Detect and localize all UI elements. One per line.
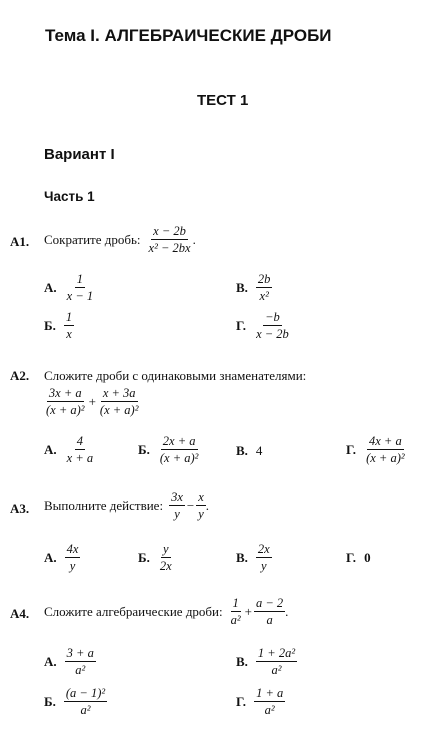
- numerator: a − 2: [254, 596, 285, 612]
- question-number: А4.: [10, 606, 30, 621]
- question-text: Сложите алгебраические дроби:: [44, 603, 223, 619]
- fraction: [196, 490, 206, 522]
- numerator: 3x: [169, 490, 185, 506]
- option-a2-a[interactable]: [44, 434, 95, 466]
- operator: +: [244, 603, 252, 619]
- fraction: [169, 490, 185, 522]
- option-a2-g[interactable]: [346, 434, 407, 466]
- fraction: [229, 596, 243, 628]
- option-value: 4: [255, 443, 263, 458]
- option-label: Г.: [346, 550, 357, 565]
- period: .: [285, 603, 289, 619]
- question-expression: [169, 490, 206, 522]
- question-number: А2.: [10, 368, 30, 383]
- fraction: [256, 272, 273, 304]
- denominator: (x + a)²: [99, 403, 139, 418]
- denominator: a: [266, 613, 273, 628]
- question-text: Сложите дроби с одинаковыми знаменателями:: [44, 368, 307, 383]
- question-a4: [44, 596, 288, 628]
- option-a3-v[interactable]: [236, 542, 272, 574]
- numerator: 4: [75, 434, 85, 450]
- option-label: А.: [44, 653, 57, 669]
- option-a3-b[interactable]: [138, 542, 174, 574]
- numerator: 4x: [65, 542, 81, 558]
- fraction: [158, 542, 174, 574]
- fraction: [65, 272, 95, 304]
- option-label: Б.: [44, 317, 56, 333]
- option-a1-g[interactable]: [236, 310, 291, 342]
- option-a1-v[interactable]: [236, 272, 272, 304]
- test-title: ТЕСТ 1: [197, 92, 249, 109]
- option-a2-v[interactable]: [236, 443, 262, 459]
- numerator: 3x + a: [47, 386, 84, 402]
- question-a3: [44, 490, 209, 522]
- fraction: [256, 646, 297, 678]
- option-a2-b[interactable]: [138, 434, 200, 466]
- denominator: a²: [271, 663, 282, 678]
- fraction: [44, 386, 87, 418]
- option-label: Г.: [236, 317, 247, 333]
- denominator: a²: [75, 663, 86, 678]
- operator: +: [88, 393, 96, 409]
- denominator: 2x: [159, 559, 172, 574]
- denominator: y: [69, 559, 76, 574]
- question-expression: [229, 596, 289, 628]
- numerator: 1: [75, 272, 85, 288]
- numerator: 3 + a: [65, 646, 96, 662]
- denominator: x − 1: [66, 289, 94, 304]
- denominator: a²: [230, 613, 241, 628]
- question-number: А1.: [10, 234, 30, 249]
- denominator: x − 2b: [256, 327, 289, 342]
- fraction: [98, 386, 141, 418]
- option-label: В.: [236, 549, 248, 565]
- option-label: А.: [44, 549, 57, 565]
- numerator: y: [161, 542, 171, 558]
- option-label: В.: [236, 279, 248, 295]
- denominator: (x + a)²: [366, 451, 405, 466]
- option-a1-b[interactable]: [44, 310, 74, 342]
- fraction: [254, 310, 291, 342]
- option-a4-a[interactable]: [44, 646, 96, 678]
- question-a1: [44, 224, 196, 256]
- numerator: 2x: [256, 542, 272, 558]
- numerator: 1: [231, 596, 241, 612]
- numerator: 1 + 2a²: [256, 646, 297, 662]
- fraction: [256, 542, 272, 574]
- period: .: [192, 231, 196, 247]
- option-a3-g[interactable]: [346, 550, 371, 566]
- question-expression: [147, 224, 193, 256]
- fraction: [64, 686, 107, 718]
- denominator: a²: [264, 703, 275, 718]
- numerator: 2x + a: [161, 434, 198, 450]
- numerator: (a − 1)²: [64, 686, 107, 702]
- numerator: 2b: [256, 272, 273, 288]
- period: .: [205, 497, 210, 513]
- fraction: [147, 224, 193, 256]
- option-label: А.: [44, 279, 57, 295]
- topic-title: Тема I. АЛГЕБРАИЧЕСКИЕ ДРОБИ: [45, 26, 332, 45]
- option-a3-a[interactable]: [44, 542, 80, 574]
- option-label: В.: [236, 653, 248, 669]
- operator: −: [186, 497, 195, 513]
- numerator: −b: [263, 310, 282, 326]
- denominator: x + a: [66, 451, 94, 466]
- option-value: 0: [364, 550, 371, 565]
- variant-title: Вариант I: [44, 146, 115, 163]
- fraction: [254, 686, 285, 718]
- question-number: А3.: [10, 501, 30, 516]
- denominator: y: [174, 507, 180, 522]
- denominator: x² − 2bx: [148, 241, 191, 256]
- fraction: [65, 646, 96, 678]
- option-label: Б.: [138, 441, 150, 457]
- denominator: (x + a)²: [159, 451, 199, 466]
- part-title: Часть 1: [44, 189, 95, 204]
- numerator: 4x + a: [367, 434, 404, 450]
- numerator: 1: [64, 310, 74, 326]
- fraction: [64, 310, 74, 342]
- denominator: x: [66, 327, 72, 342]
- numerator: x − 2b: [151, 224, 188, 240]
- denominator: a²: [80, 703, 91, 718]
- denominator: y: [198, 507, 204, 522]
- option-a4-v[interactable]: [236, 646, 297, 678]
- denominator: (x + a)²: [46, 403, 85, 418]
- option-label: А.: [44, 441, 57, 457]
- fraction: [65, 542, 81, 574]
- question-text: Сократите дробь:: [44, 231, 141, 247]
- denominator: y: [261, 559, 267, 574]
- option-label: В.: [236, 443, 248, 458]
- fraction: [364, 434, 407, 466]
- option-label: Г.: [346, 441, 357, 457]
- numerator: x + 3a: [101, 386, 138, 402]
- fraction: [158, 434, 201, 466]
- numerator: x: [196, 490, 206, 506]
- option-a4-g[interactable]: [236, 686, 285, 718]
- option-a4-b[interactable]: [44, 686, 107, 718]
- option-label: Б.: [44, 693, 56, 709]
- denominator: x²: [259, 289, 269, 304]
- option-a1-a[interactable]: [44, 272, 95, 304]
- question-expression: [44, 386, 140, 418]
- question-text: Выполните действие:: [44, 497, 164, 513]
- fraction: [65, 434, 95, 466]
- option-label: Б.: [138, 549, 150, 565]
- fraction: [254, 596, 285, 628]
- numerator: 1 + a: [254, 686, 285, 702]
- option-label: Г.: [236, 693, 247, 709]
